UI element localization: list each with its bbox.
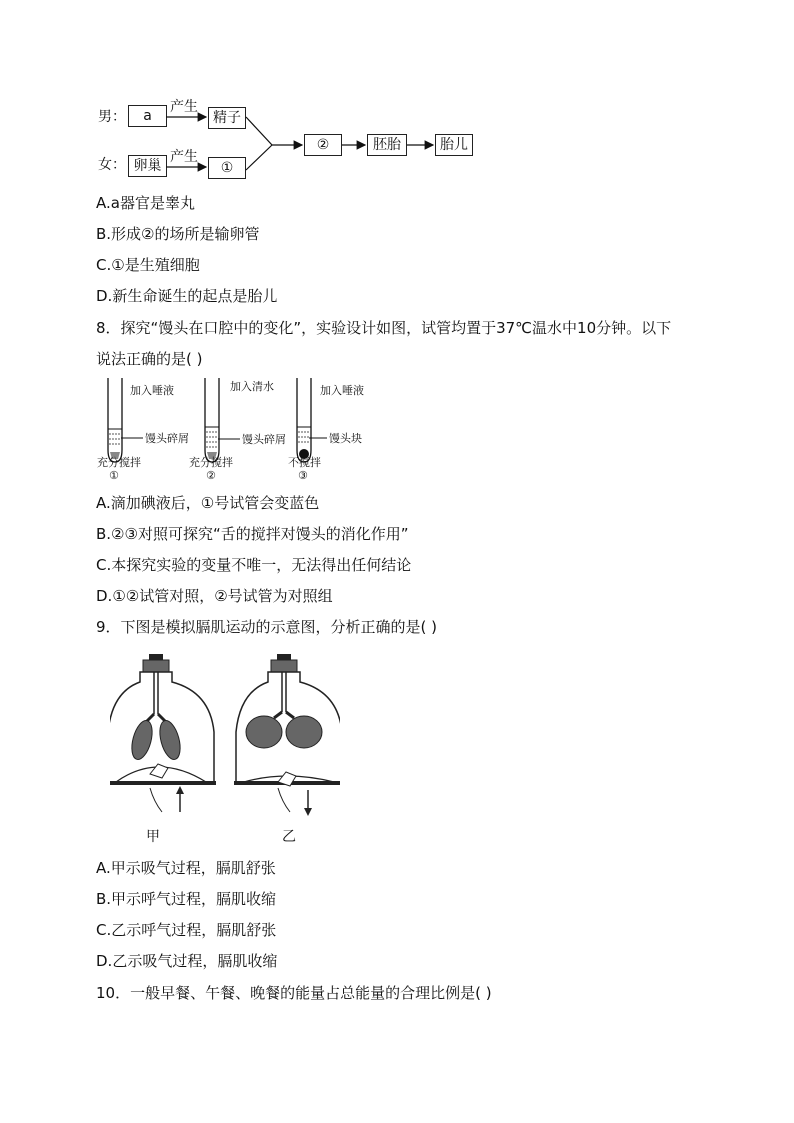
q8-option-b: B.②③对照可探究“舌的搅拌对馒头的消化作用” xyxy=(96,525,409,543)
tube2-crumbs-label: 馒头碎屑 xyxy=(242,433,286,446)
q7-option-b: B.形成②的场所是输卵管 xyxy=(96,225,260,243)
male-label: 男： xyxy=(98,109,126,125)
q8-option-c: C.本探究实验的变量不唯一，无法得出任何结论 xyxy=(96,556,412,574)
q9-option-d: D.乙示吸气过程，膈肌收缩 xyxy=(96,952,278,970)
q7-option-a: A.a器官是睾丸 xyxy=(96,194,195,212)
q8-option-a: A.滴加碘液后，①号试管会变蓝色 xyxy=(96,494,320,512)
box-circle-2: ② xyxy=(304,134,342,156)
q9-stem: 9．下图是模拟膈肌运动的示意图，分析正确的是( ) xyxy=(96,618,438,636)
label-yi: 乙 xyxy=(282,829,296,845)
produce-label-bottom: 产生 xyxy=(170,149,198,165)
box-fetus: 胎儿 xyxy=(435,134,473,156)
label-jia: 甲 xyxy=(146,829,160,845)
q9-option-c: C.乙示呼气过程，膈肌舒张 xyxy=(96,921,277,939)
tube1-crumbs-label: 馒头碎屑 xyxy=(145,432,189,445)
bell-jar-models xyxy=(110,652,340,822)
tube1-add-label: 加入唾液 xyxy=(130,384,174,397)
q9-option-b: B.甲示呼气过程，膈肌收缩 xyxy=(96,890,277,908)
tube1-stir-label: 充分搅拌 xyxy=(97,456,141,469)
q8-stem-line2: 说法正确的是( ) xyxy=(96,350,203,368)
q10-stem: 10．一般早餐、午餐、晚餐的能量占总能量的合理比例是( ) xyxy=(96,984,492,1002)
box-embryo: 胚胎 xyxy=(367,134,407,156)
q8-option-d: D.①②试管对照，②号试管为对照组 xyxy=(96,587,333,605)
produce-label-top: 产生 xyxy=(170,99,198,115)
female-label: 女： xyxy=(98,157,126,173)
box-ovary: 卵巢 xyxy=(128,155,167,177)
flow-arrows xyxy=(0,0,794,200)
tube3-add-label: 加入唾液 xyxy=(320,384,364,397)
q8-stem-line1: 8．探究“馒头在口腔中的变化”，实验设计如图，试管均置于37℃温水中10分钟。以下 xyxy=(96,319,672,337)
tube1-number: ① xyxy=(109,469,119,482)
box-a: a xyxy=(128,105,167,127)
tube2-stir-label: 充分搅拌 xyxy=(189,456,233,469)
tube2-add-label: 加入清水 xyxy=(230,380,274,393)
q9-option-a: A.甲示吸气过程，膈肌舒张 xyxy=(96,859,276,877)
tube3-stir-label: 不搅拌 xyxy=(288,456,321,469)
box-circle-1: ① xyxy=(208,157,246,179)
box-sperm: 精子 xyxy=(208,107,246,129)
tube3-block-label: 馒头块 xyxy=(329,432,362,445)
q7-option-c: C.①是生殖细胞 xyxy=(96,256,200,274)
q7-option-d: D.新生命诞生的起点是胎儿 xyxy=(96,287,278,305)
tube3-number: ③ xyxy=(298,469,308,482)
tube2-number: ② xyxy=(206,469,216,482)
